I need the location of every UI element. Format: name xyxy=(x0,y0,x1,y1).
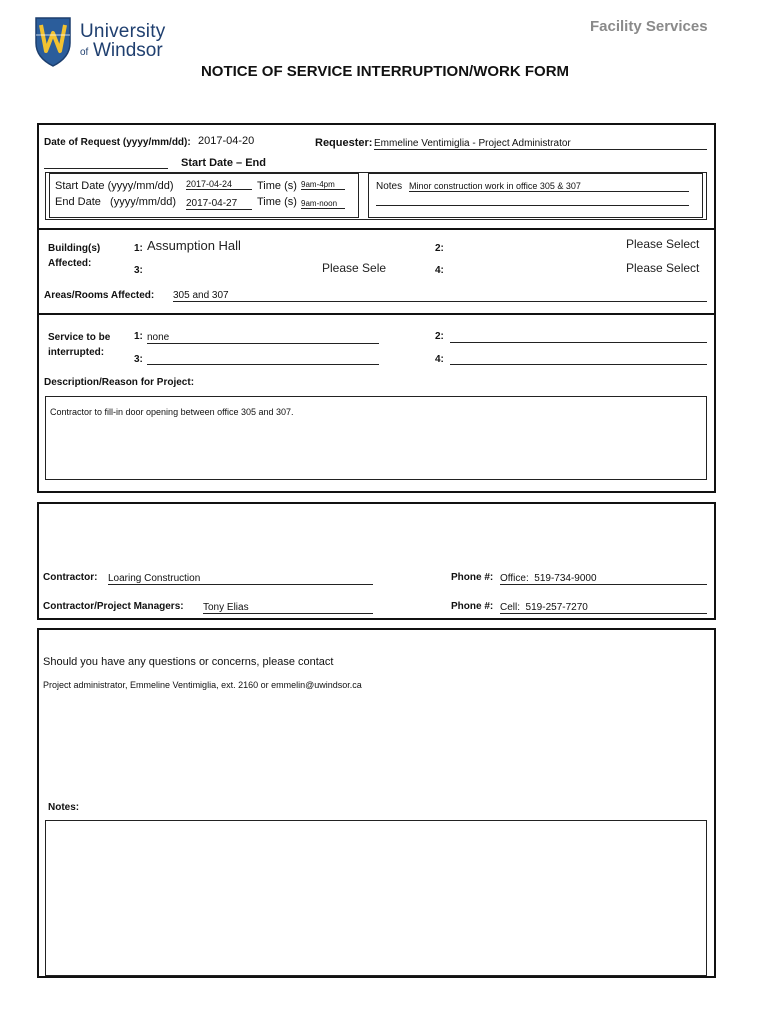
phone-label-2: Phone #: xyxy=(451,601,494,612)
blank-underline xyxy=(44,158,168,169)
building-3-number: 3: xyxy=(134,265,143,276)
service-label-1: Service to be xyxy=(48,332,111,343)
phone-label-1: Phone #: xyxy=(451,572,494,583)
date-of-request-field[interactable]: 2017-04-20 xyxy=(198,135,255,147)
notes-field[interactable]: Minor construction work in office 305 & 307 xyxy=(409,181,689,192)
service-3-field[interactable] xyxy=(147,353,379,365)
service-1-number: 1: xyxy=(134,331,143,342)
service-2-number: 2: xyxy=(435,331,444,342)
description-text: Contractor to fill-in door opening between office 305 and 307. xyxy=(50,407,294,417)
building-1-select[interactable]: Assumption Hall xyxy=(147,238,241,253)
notes-section-label: Notes: xyxy=(48,802,80,813)
building-2-select[interactable]: Please Select xyxy=(626,237,700,251)
end-date-label: End Date (yyyy/mm/dd) xyxy=(55,196,177,208)
contractor-label: Contractor: xyxy=(43,572,98,583)
dates-inner-right xyxy=(368,173,703,218)
service-2-field[interactable] xyxy=(450,331,707,343)
contact-line-1: Should you have any questions or concerns, please contact xyxy=(43,656,334,668)
managers-label: Contractor/Project Managers: xyxy=(43,601,184,612)
buildings-label-1: Building(s) xyxy=(48,243,101,254)
end-date-field[interactable]: 2017-04-27 xyxy=(186,198,252,210)
building-1-number: 1: xyxy=(134,243,143,254)
service-4-field[interactable] xyxy=(450,353,707,365)
section-divider xyxy=(37,228,716,230)
managers-field[interactable]: Tony Elias xyxy=(203,602,373,614)
shield-icon xyxy=(33,15,73,67)
contractor-field[interactable]: Loaring Construction xyxy=(108,573,373,585)
building-4-number: 4: xyxy=(435,265,444,276)
phone-field-2[interactable]: Cell: 519-257-7270 xyxy=(500,602,707,614)
requester-field[interactable]: Emmeline Ventimiglia - Project Administrator xyxy=(374,138,707,150)
service-3-number: 3: xyxy=(134,354,143,365)
department-name: Facility Services xyxy=(590,18,708,35)
start-time-label: Time (s) xyxy=(257,180,297,192)
form-title: NOTICE OF SERVICE INTERRUPTION/WORK FORM xyxy=(200,63,570,80)
date-of-request-label: Date of Request (yyyy/mm/dd): xyxy=(44,137,191,148)
start-date-label: Start Date (yyyy/mm/dd) xyxy=(55,180,174,192)
notes-box[interactable] xyxy=(45,820,707,976)
start-end-heading: Start Date – End xyxy=(181,157,266,169)
requester-label: Requester: xyxy=(315,137,373,149)
areas-label: Areas/Rooms Affected: xyxy=(44,290,155,301)
section-divider-2 xyxy=(37,313,716,315)
description-label: Description/Reason for Project: xyxy=(44,377,195,388)
areas-field[interactable]: 305 and 307 xyxy=(173,290,707,302)
end-time-field[interactable]: 9am-noon xyxy=(301,199,345,209)
logo-university: University xyxy=(80,21,166,42)
service-label-2: interrupted: xyxy=(48,347,105,358)
buildings-label-2: Affected: xyxy=(48,258,92,269)
start-date-field[interactable]: 2017-04-24 xyxy=(186,179,252,190)
university-logo xyxy=(33,15,173,70)
notes-underline-2 xyxy=(376,197,689,206)
building-2-number: 2: xyxy=(435,243,444,254)
service-4-number: 4: xyxy=(435,354,444,365)
building-3-select[interactable]: Please Sele xyxy=(322,261,387,275)
contact-line-2: Project administrator, Emmeline Ventimiglia, ext. 2160 or emmelin@uwindsor.ca xyxy=(43,680,362,690)
end-time-label: Time (s) xyxy=(257,196,297,208)
notes-label: Notes xyxy=(376,181,403,192)
service-1-field[interactable]: none xyxy=(147,332,379,344)
logo-windsor: Windsor xyxy=(93,40,163,61)
phone-field-1[interactable]: Office: 519-734-9000 xyxy=(500,573,707,585)
logo-of: of xyxy=(80,47,89,58)
building-4-select[interactable]: Please Select xyxy=(626,261,700,275)
start-time-field[interactable]: 9am-4pm xyxy=(301,180,345,190)
